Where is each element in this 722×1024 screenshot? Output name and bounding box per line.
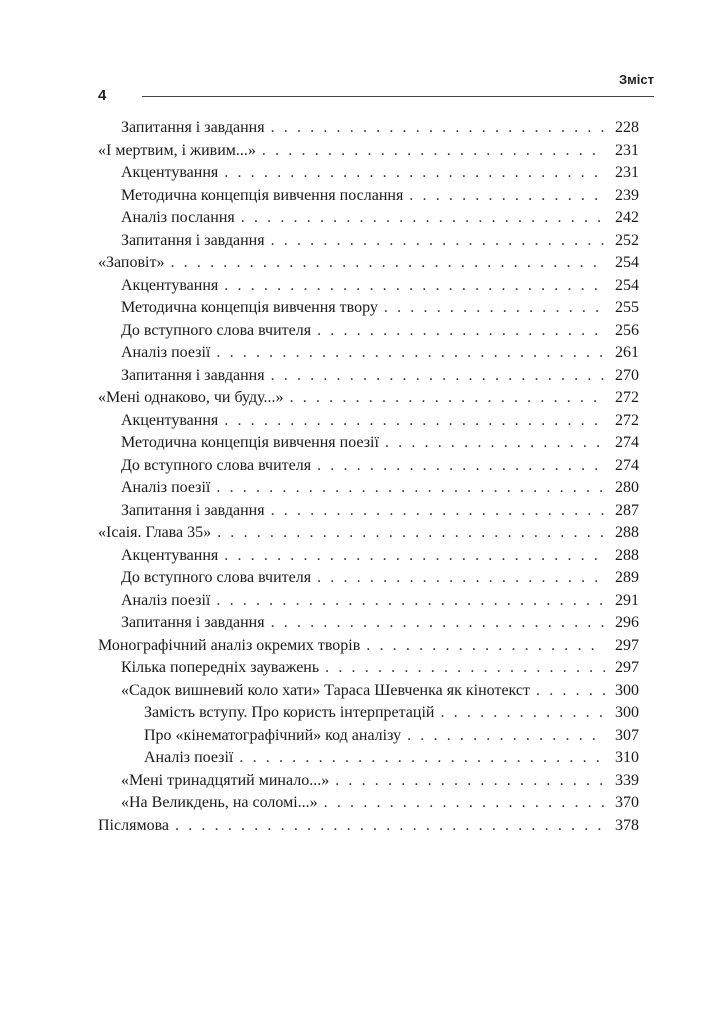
header-rule [142,96,654,97]
toc-entry-page: 310 [615,749,639,766]
toc-entry-title: Про «кінематографічний» код аналізу [144,726,402,744]
toc-entry-page: 297 [615,636,639,654]
toc-entry-page: 256 [615,321,639,339]
dot-leader [317,322,605,340]
dot-leader [224,412,605,430]
toc-entry-page: 228 [615,119,639,136]
dot-leader [384,299,605,317]
table-of-contents [98,119,639,839]
dot-leader [324,794,605,812]
dot-leader [224,277,605,295]
toc-entry [98,164,639,187]
toc-entry-title: Методична концепція вивчення послання [121,186,404,204]
dot-leader [170,254,605,272]
toc-entry [98,119,639,142]
dot-leader [241,209,605,227]
toc-entry-page: 288 [615,524,639,541]
toc-entry-page: 252 [615,231,639,249]
toc-entry [98,232,639,255]
toc-entry-page: 370 [615,794,639,811]
toc-entry-title: Замість вступу. Про користь інтерпретацій [144,704,435,721]
toc-entry [98,434,639,457]
dot-leader [325,659,605,677]
dot-leader [224,164,605,182]
toc-entry-title: Методична концепція вивчення поезії [121,434,379,451]
toc-entry [98,254,639,277]
toc-entry [98,187,639,210]
toc-entry-title: Запитання і завдання [121,501,265,519]
toc-entry-page: 280 [615,479,639,496]
dot-leader [271,367,605,385]
toc-entry-page: 274 [615,456,639,474]
toc-entry-page: 272 [615,411,639,429]
toc-entry-title: «Мені тринадцятий минало...» [121,771,330,789]
toc-entry-page: 378 [615,816,639,834]
toc-entry-title: «Мені однаково, чи буду...» [98,389,284,406]
toc-entry-page: 231 [615,141,639,159]
toc-entry-title: «На Великдень, на соломі...» [121,794,318,811]
toc-entry [98,344,639,367]
dot-leader [216,479,605,497]
toc-entry [98,322,639,345]
dot-leader [385,434,605,452]
toc-entry [98,614,639,637]
toc-entry-title: Акцентування [121,164,219,181]
toc-entry-page: 239 [615,186,639,204]
dot-leader [262,142,605,160]
toc-entry-title: Аналіз послання [121,209,235,226]
toc-entry-title: Запитання і завдання [121,366,265,384]
toc-entry [98,659,639,682]
dot-leader [317,569,605,587]
toc-entry [98,502,639,525]
toc-entry-page: 288 [615,546,639,564]
dot-leader [224,547,605,565]
dot-leader [216,592,605,610]
toc-entry [98,389,639,412]
toc-entry [98,794,639,817]
toc-entry-page: 254 [615,276,639,294]
toc-entry-title: Запитання і завдання [121,614,265,631]
dot-leader [216,344,605,362]
dot-leader [317,457,605,475]
toc-entry-page: 287 [615,501,639,519]
dot-leader [239,749,605,767]
toc-entry [98,682,639,705]
toc-entry [98,479,639,502]
toc-entry [98,817,639,840]
dot-leader [271,502,605,520]
toc-entry-page: 300 [615,681,639,699]
toc-entry-page: 261 [615,344,639,361]
toc-entry [98,569,639,592]
toc-entry-page: 289 [615,569,639,586]
toc-entry-title: Аналіз поезії [121,479,211,496]
toc-entry-page: 272 [615,389,639,406]
dot-leader [271,614,605,632]
toc-entry-title: Методична концепція вивчення твору [121,299,378,316]
dot-leader [335,772,605,790]
toc-entry-title: Кілька попередніх зауважень [121,659,320,676]
toc-entry [98,412,639,435]
toc-entry [98,142,639,165]
toc-entry-title: Аналіз поезії [144,749,234,766]
dot-leader [409,187,605,205]
toc-entry-title: Запитання і завдання [121,231,265,249]
dot-leader [440,704,605,722]
toc-entry-page: 307 [615,726,639,744]
toc-entry-title: До вступного слова вчителя [121,321,312,339]
toc-entry-title: До вступного слова вчителя [121,569,312,586]
dot-leader [290,389,605,407]
toc-entry [98,277,639,300]
toc-entry-page: 291 [615,591,639,609]
toc-entry-title: Аналіз поезії [121,591,211,609]
toc-entry [98,637,639,660]
toc-entry-page: 297 [615,659,639,676]
toc-entry [98,727,639,750]
toc-entry-title: Аналіз поезії [121,344,211,361]
dot-leader [536,682,605,700]
dot-leader [366,637,605,655]
dot-leader [271,232,605,250]
toc-entry [98,772,639,795]
toc-entry-title: «І мертвим, і живим...» [98,141,256,159]
toc-entry-page: 242 [615,209,639,226]
toc-entry-title: Монографічний аналіз окремих творів [98,636,361,654]
page-number: 4 [98,87,107,104]
toc-entry-title: Післямова [98,816,170,834]
toc-entry-page: 255 [615,299,639,316]
toc-entry-page: 274 [615,434,639,451]
toc-entry-title: Запитання і завдання [121,119,265,136]
toc-entry-title: До вступного слова вчителя [121,456,312,474]
toc-entry-title: «Садок вишневий коло хати» Тараса Шевченка як кінотекст [121,681,531,699]
toc-entry-title: «Заповіт» [98,254,165,271]
toc-entry [98,367,639,390]
toc-entry-page: 339 [615,771,639,789]
toc-entry-page: 254 [615,254,639,271]
toc-entry-page: 300 [615,704,639,721]
dot-leader [271,119,605,137]
toc-entry-page: 296 [615,614,639,631]
toc-entry [98,299,639,322]
toc-entry-title: «Ісаія. Глава 35» [98,524,212,541]
toc-entry-page: 270 [615,366,639,384]
toc-entry [98,749,639,772]
toc-entry [98,547,639,570]
toc-entry [98,524,639,547]
toc-entry [98,209,639,232]
running-title: Зміст [619,72,654,87]
toc-entry-page: 231 [615,164,639,181]
toc-entry [98,592,639,615]
dot-leader [175,817,605,835]
toc-entry [98,704,639,727]
toc-entry [98,457,639,480]
toc-entry-title: Акцентування [121,276,219,294]
dot-leader [407,727,605,745]
toc-entry-title: Акцентування [121,546,219,564]
dot-leader [217,524,605,542]
toc-entry-title: Акцентування [121,411,219,429]
